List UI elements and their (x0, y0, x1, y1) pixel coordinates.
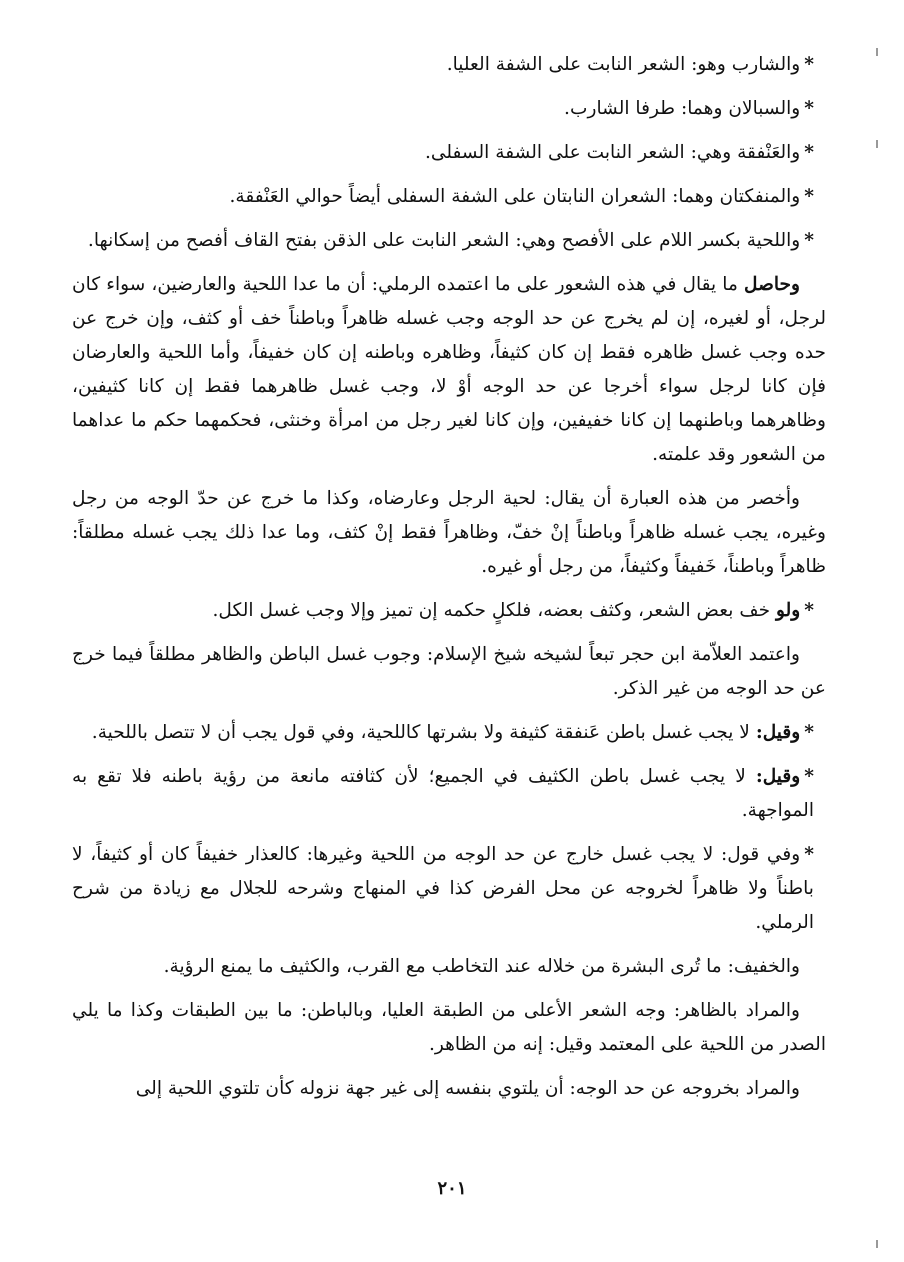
bullet-paragraph (72, 760, 826, 828)
bullet-star: * (804, 722, 814, 743)
bullet-paragraph (72, 594, 826, 628)
bullet-paragraph (72, 224, 826, 258)
paragraph (72, 268, 826, 472)
page-number: ٢٠١ (437, 1178, 467, 1199)
paragraph-text: لا يجب غسل باطن الكثيف في الجميع؛ لأن كثافته مانعة من رؤية باطنه فلا تقع به المواجهة. (72, 766, 814, 821)
bold-keyword: وحاصل (743, 274, 800, 295)
bullet-star: * (804, 54, 814, 75)
bold-keyword: وقيل: (755, 766, 801, 787)
bold-keyword: وقيل: (755, 722, 801, 743)
paragraph (72, 994, 826, 1062)
paragraph-text: والمراد بخروجه عن حد الوجه: أن يلتوي بنفسه إلى غير جهة نزوله كأن تلتوي اللحية إلى (135, 1078, 800, 1099)
paragraph-text: والشارب وهو: الشعر النابت على الشفة العليا. (446, 54, 801, 75)
paragraph-text: والمنفكتان وهما: الشعران النابتان على الشفة السفلى أيضاً حوالي العَنْفقة. (229, 186, 801, 207)
paragraph-text: ما يقال في هذه الشعور على ما اعتمده الرملي: أن ما عدا اللحية والعارضين، سواء كان لرجل، أو لغيره، إن لم يخرج عن حد الوجه وجب غسله ظاهراً وباطناً خف أو كثف، وإن خرج عن حده وجب غسل ظاهره فقط إن كان كثيفاً، وظاهره وباطنه إن كان خفيفاً، وأما اللحية والعارضان فإن كانا لرجل سواء أخرجا عن حد الوجه أوْ لا، وجب غسل ظاهرهما فقط إن كانا كثيفين، وظاهرهما وباطنهما إن كانا خفيفين، وإن كانا لغير رجل من امرأة وخنثى، فحكمهما حكم ما عداهما من الشعور وقد علمته. (72, 274, 827, 465)
paragraph-text: والعَنْفقة وهي: الشعر النابت على الشفة السفلى. (424, 142, 801, 163)
paragraph-text: والخفيف: ما تُرى البشرة من خلاله عند التخاطب مع القرب، والكثيف ما يمنع الرؤية. (163, 956, 800, 977)
paragraph-text: واللحية بكسر اللام على الأفصح وهي: الشعر النابت على الذقن بفتح القاف أفصح من إسكانها. (87, 230, 801, 251)
bullet-paragraph (72, 92, 826, 126)
bullet-paragraph (72, 180, 826, 214)
paragraph-text: واعتمد العلاّمة ابن حجر تبعاً لشيخه شيخ الإسلام: وجوب غسل الباطن والظاهر مطلقاً فيما خرج عن حد الوجه من غير الذكر. (72, 644, 826, 699)
margin-mark (876, 140, 878, 148)
bullet-paragraph (72, 716, 826, 750)
bullet-star: * (804, 98, 814, 119)
bullet-star: * (804, 186, 814, 207)
bullet-paragraph (72, 48, 826, 82)
bullet-paragraph (72, 136, 826, 170)
bullet-star: * (804, 844, 814, 865)
page-body-text (72, 48, 826, 1116)
paragraph-text: وفي قول: لا يجب غسل خارج عن حد الوجه من اللحية وغيرها: كالعذار خفيفاً كان أو كثيفاً، لا باطناً ولا ظاهراً لخروجه عن محل الفرض كذا في المنهاج وشرحه للجلال مع زيادة من شرح الرملي. (72, 844, 814, 933)
paragraph-text: خف بعض الشعر، وكثف بعضه، فلكلٍ حكمه إن تميز وإلا وجب غسل الكل. (212, 600, 777, 621)
paragraph-text: والمراد بالظاهر: وجه الشعر الأعلى من الطبقة العليا، وبالباطن: ما بين الطبقات وكذا ما يلي الصدر من اللحية على المعتمد وقيل: إنه من الظاهر. (72, 1000, 826, 1055)
margin-mark (876, 1240, 878, 1248)
paragraph (72, 1072, 826, 1106)
paragraph (72, 950, 826, 984)
bold-keyword: ولو (776, 600, 801, 621)
bullet-star: * (804, 600, 814, 621)
bullet-paragraph (72, 838, 826, 940)
paragraph (72, 482, 826, 584)
bullet-star: * (804, 230, 814, 251)
paragraph-text: والسبالان وهما: طرفا الشارب. (564, 98, 801, 119)
bullet-star: * (804, 142, 814, 163)
bullet-star: * (804, 766, 814, 787)
paragraph-text: لا يجب غسل باطن عَنفقة كثيفة ولا بشرتها كاللحية، وفي قول يجب أن لا تتصل باللحية. (91, 722, 756, 743)
paragraph (72, 638, 826, 706)
margin-mark (876, 48, 878, 56)
paragraph-text: وأخصر من هذه العبارة أن يقال: لحية الرجل وعارضاه، وكذا ما خرج عن حدّ الوجه من رجل وغيره، يجب غسله ظاهراً وباطناً إنْ خفّ، وظاهراً فقط إنْ كثف، وما عدا ذلك يجب غسله مطلقاً: ظاهراً وباطناً، خَفيفاً وكثيفاً، من رجل أو غيره. (72, 488, 826, 577)
